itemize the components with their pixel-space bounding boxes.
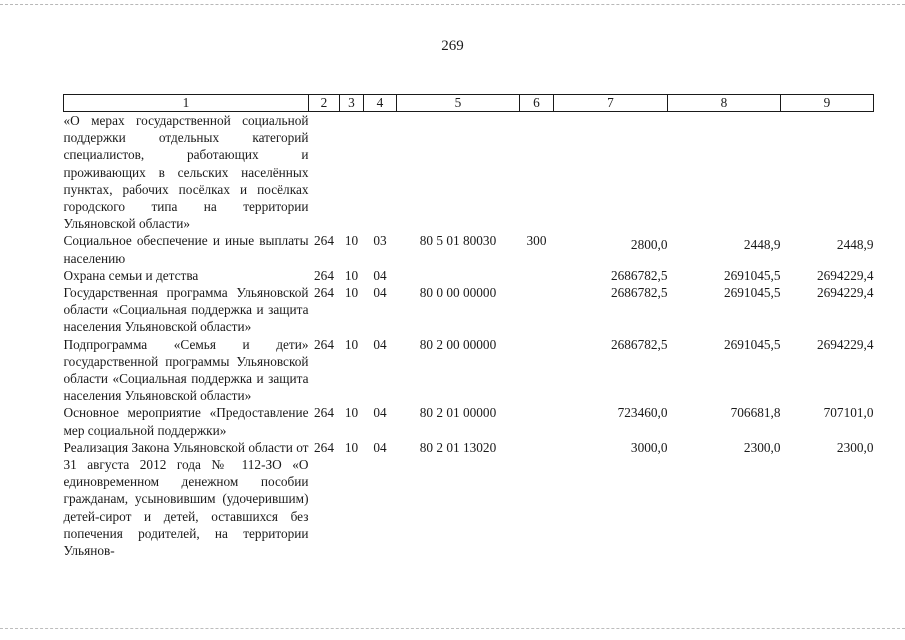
table-row [64, 112, 874, 233]
cell-target-article: 80 0 00 00000 [419, 285, 497, 301]
cell-amount-col9: 2694229,4 [816, 285, 874, 301]
cell-subsection: 04 [373, 336, 387, 352]
row-name: Основное мероприятие «Предоставление мер социальной поддержки» [63, 405, 309, 438]
cell-section [340, 112, 364, 233]
column-header: 7 [554, 95, 668, 112]
cell-subsection: 03 [373, 233, 387, 249]
table-row [64, 404, 874, 438]
cell-section: 10 [344, 336, 359, 352]
cell-expense-type [520, 439, 554, 559]
cell-ministry: 264 [314, 336, 334, 352]
table-row [64, 267, 874, 284]
cell-ministry: 264 [314, 405, 334, 421]
cell-target-article: 80 2 01 13020 [419, 439, 497, 455]
cell-subsection: 04 [373, 439, 387, 455]
column-header: 3 [340, 95, 364, 112]
cell-amount-col7 [554, 112, 668, 233]
column-header: 2 [309, 95, 340, 112]
cell-amount-col8 [668, 112, 781, 233]
cell-amount-col8: 2448,9 [743, 237, 781, 253]
cell-section: 10 [344, 267, 359, 283]
cell-subsection: 04 [373, 405, 387, 421]
column-header: 4 [364, 95, 397, 112]
cell-target-article: 80 2 01 00000 [419, 405, 497, 421]
column-header: 6 [520, 95, 554, 112]
scan-edge-top [0, 4, 905, 5]
cell-amount-col9: 2694229,4 [816, 336, 874, 352]
cell-section: 10 [344, 439, 359, 455]
cell-section: 10 [344, 233, 359, 249]
cell-expense-type [520, 112, 554, 233]
cell-subsection: 04 [373, 267, 387, 283]
cell-amount-col9: 2448,9 [836, 237, 874, 253]
cell-amount-col9: 2694229,4 [816, 267, 874, 283]
row-name: Подпрограмма «Семья и дети» государственной программы Ульяновской области «Социальная поддержка и защита населения Ульяновской области» [63, 336, 309, 404]
cell-target-article [397, 267, 520, 284]
cell-expense-type [520, 336, 554, 405]
row-name: Государственная программа Ульяновской области «Социальная поддержка и защита населения Ульяновской области» [63, 285, 309, 335]
cell-amount-col7: 3000,0 [630, 439, 668, 455]
cell-ministry: 264 [314, 267, 334, 283]
cell-expense-type: 300 [526, 233, 547, 249]
cell-ministry: 264 [314, 233, 334, 249]
column-header: 9 [781, 95, 874, 112]
cell-ministry: 264 [314, 439, 334, 455]
scan-edge-bottom [0, 628, 905, 629]
cell-amount-col7: 2800,0 [630, 237, 668, 253]
cell-amount-col8: 2300,0 [743, 439, 781, 455]
cell-amount-col8: 2691045,5 [723, 336, 781, 352]
cell-amount-col7: 2686782,5 [610, 336, 668, 352]
budget-table [63, 94, 874, 559]
cell-amount-col8: 2691045,5 [723, 267, 781, 283]
header-row [64, 95, 874, 112]
row-name: Реализация Закона Ульяновской области от 31 августа 2012 года № 112-ЗО «О единовременном денежном пособии гражданам, усыновившим (удочерившим) детей-сирот и детей, оставшихся без попечения родителей, на территории Ульянов- [63, 439, 309, 559]
cell-section: 10 [344, 405, 359, 421]
cell-amount-col7: 2686782,5 [610, 285, 668, 301]
table-row [64, 284, 874, 336]
cell-subsection: 04 [373, 285, 387, 301]
cell-expense-type [520, 267, 554, 284]
table-row [64, 232, 874, 266]
cell-subsection [364, 112, 397, 233]
cell-target-article: 80 2 00 00000 [419, 336, 497, 352]
row-name: Социальное обеспечение и иные выплаты населению [63, 233, 309, 266]
cell-amount-col7: 723460,0 [617, 405, 668, 421]
column-header: 1 [64, 95, 309, 112]
cell-ministry: 264 [314, 285, 334, 301]
cell-amount-col9 [781, 112, 874, 233]
table-row [64, 439, 874, 559]
row-name: Охрана семьи и детства [63, 267, 199, 283]
cell-amount-col9: 2300,0 [836, 439, 874, 455]
column-header: 5 [397, 95, 520, 112]
cell-section: 10 [344, 285, 359, 301]
cell-amount-col8: 706681,8 [730, 405, 781, 421]
cell-amount-col8: 2691045,5 [723, 285, 781, 301]
table-row [64, 336, 874, 405]
cell-target-article: 80 5 01 80030 [419, 233, 497, 249]
cell-target-article [397, 112, 520, 233]
row-name: «О мерах государственной социальной поддержки отдельных категорий специалистов, работающих и проживающих в сельских населённых пунктах, рабочих посёлках и посёлках городского типа на территории Ульяновской области» [63, 113, 309, 232]
cell-expense-type [520, 404, 554, 438]
cell-ministry [309, 112, 340, 233]
cell-amount-col7: 2686782,5 [610, 267, 668, 283]
column-header: 8 [668, 95, 781, 112]
cell-amount-col9: 707101,0 [823, 405, 874, 421]
cell-expense-type [520, 284, 554, 336]
page-number: 269 [441, 38, 464, 54]
